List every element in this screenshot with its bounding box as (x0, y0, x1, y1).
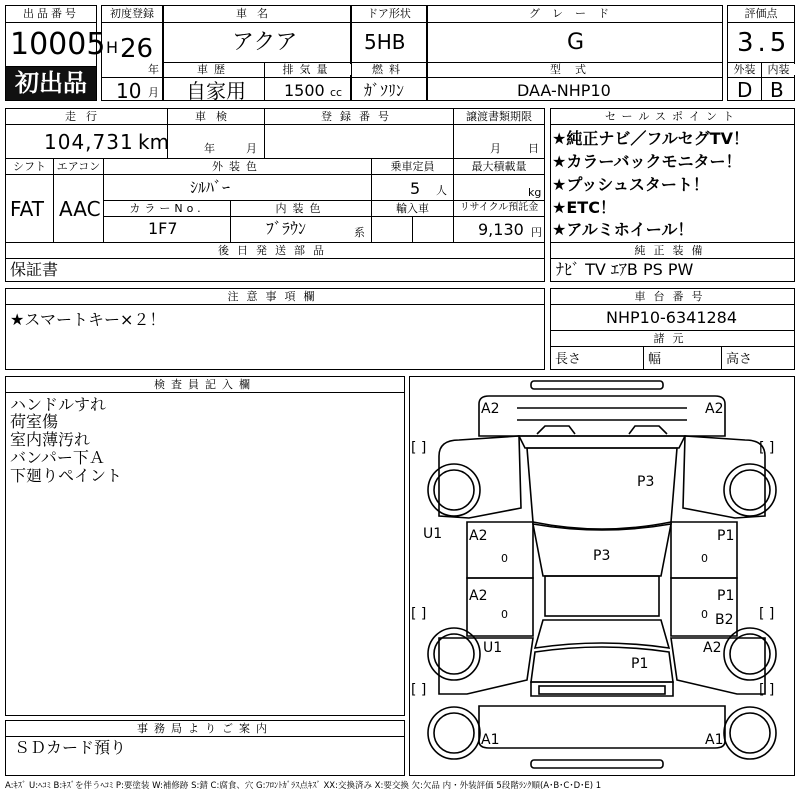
damage-mark: P1 (717, 528, 735, 544)
damage-mark: A1 (705, 732, 724, 748)
equipment: ﾅﾋﾞ TV ｴｱB PS PW (556, 260, 694, 279)
width-label: 幅 (648, 352, 662, 367)
inspector-line: 荷室傷 (10, 412, 59, 431)
sales-point-item: ★ETC！ (552, 198, 616, 217)
reg-month: 10 (116, 79, 142, 103)
int-color: ﾌﾞﾗｳﾝ (266, 219, 307, 238)
office-label: 事務局よりご案内 (6, 723, 404, 734)
mileage-label: 走行 (6, 111, 166, 122)
max-load-unit: kg (528, 186, 542, 199)
exterior-label: 外装 (728, 64, 761, 75)
interior-label: 内装 (762, 64, 795, 75)
sales-points-label: セールスポイント (551, 111, 794, 122)
damage-mark: A2 (705, 401, 724, 417)
dims-label: 諸元 (551, 333, 794, 344)
displacement-label: 排気量 (265, 64, 351, 75)
history-label: 車歴 (164, 64, 264, 75)
recycle-unit: 円 (531, 226, 542, 239)
equipment-label: 純正装備 (551, 245, 794, 256)
damage-mark: U1 (423, 526, 443, 542)
color-no: 1F7 (148, 219, 178, 238)
notes: ★スマートキー×２！ (10, 310, 166, 329)
reg-number-label: 登録番号 (265, 111, 453, 122)
damage-mark: P1 (631, 656, 649, 672)
displacement-unit: cc (330, 86, 343, 99)
max-load-label: 最大積載量 (454, 161, 544, 172)
capacity-unit: 人 (436, 184, 447, 197)
transfer-deadline-label: 譲渡書類期限 (454, 111, 544, 122)
score: 3.5 (737, 28, 791, 58)
model-label: 型式 (428, 64, 722, 75)
capacity-label: 乗車定員 (372, 161, 453, 172)
left-bracket: [ ] (411, 682, 427, 698)
lot-number-label: 出品番号 (6, 8, 96, 19)
damage-mark: A2 (469, 588, 488, 604)
ac-label: エアコン (54, 161, 103, 172)
damage-mark: A2 (469, 528, 488, 544)
history: 自家用 (186, 79, 246, 103)
era: H (106, 38, 119, 57)
color-no-label: カラーNo. (104, 203, 230, 214)
damage-mark: B2 (715, 612, 734, 628)
recycle-label: リサイクル預託金 (454, 203, 544, 213)
ext-color: ｼﾙﾊﾞｰ (190, 178, 231, 197)
int-color-label: 内装色 (231, 203, 371, 214)
later-parts-label: 後日発送部品 (6, 245, 544, 256)
legend: A:ｷｽﾞ U:ﾍｺﾐ B:ｷｽﾞを伴うﾍｺﾐ P:要塗装 W:補修跡 S:錆 C:腐食、穴 G:ﾌﾛﾝﾄｶﾞﾗｽ点ｷｽﾞ XX:交換済み X:要交換 欠:欠品 内・外装評価 5段階ﾗﾝｸ順(A･B･C･D･E) 1 (5, 781, 602, 791)
lot-number: 10005 (10, 27, 106, 62)
ext-color-label: 外装色 (104, 161, 371, 172)
first-listing-badge: 初出品 (6, 67, 96, 100)
transfer-month-unit: 月 (490, 142, 501, 155)
door-type: 5HB (364, 30, 406, 54)
score-label: 評価点 (728, 8, 794, 19)
damage-mark: P3 (637, 474, 655, 490)
inspector-line: ハンドルすれ (10, 395, 107, 414)
office-note: ＳＤカード預り (14, 738, 127, 757)
transfer-day-unit: 日 (528, 142, 539, 155)
zero-marker: 0 (501, 552, 508, 565)
reg-year: 26 (120, 34, 154, 64)
damage-mark: U1 (483, 640, 503, 656)
air-conditioning: AAC (59, 197, 101, 221)
inspector-line: 室内薄汚れ (10, 430, 91, 449)
int-color-unit: 系 (354, 226, 365, 239)
fuel-label: 燃料 (352, 64, 426, 75)
left-bracket: [ ] (411, 440, 427, 456)
damage-mark: P1 (717, 588, 735, 604)
car-diagram (409, 376, 795, 776)
capacity: 5 (410, 179, 421, 198)
exterior-grade: D (737, 78, 753, 102)
mileage-unit: km (138, 130, 170, 154)
grade-label: グレード (428, 8, 722, 19)
interior-grade: B (770, 78, 784, 102)
model: DAA-NHP10 (517, 81, 611, 100)
sales-point-item: ★プッシュスタート！ (552, 175, 709, 194)
car-name: アクア (232, 30, 298, 55)
door-label: ドア形状 (352, 8, 426, 19)
inspector-line: 下廻りペイント (10, 466, 123, 485)
inspector-label: 検査員記入欄 (6, 379, 404, 390)
mileage: 104,731 (44, 130, 134, 154)
year-unit: 年 (148, 63, 159, 76)
damage-mark: A2 (703, 640, 722, 656)
notes-label: 注意事項欄 (6, 291, 544, 302)
length-label: 長さ (555, 352, 582, 367)
zero-marker: 0 (501, 608, 508, 621)
shift-label: シフト (6, 161, 53, 172)
inspector-box (5, 376, 405, 716)
height-label: 高さ (726, 352, 753, 367)
inspection-year-unit: 年 (204, 142, 215, 155)
later-parts: 保証書 (10, 260, 59, 279)
grade: G (567, 30, 585, 55)
zero-marker: 0 (701, 552, 708, 565)
displacement: 1500 (284, 81, 325, 100)
chassis-label: 車台番号 (551, 291, 794, 302)
month-unit: 月 (148, 86, 159, 99)
zero-marker: 0 (701, 608, 708, 621)
import-label: 輸入車 (372, 203, 453, 214)
chassis-number: NHP10-6341284 (606, 308, 738, 327)
recycle-fee: 9,130 (478, 220, 524, 239)
damage-mark: A1 (481, 732, 500, 748)
inspection-month-unit: 月 (246, 142, 257, 155)
sales-point-item: ★カラーバックモニター！ (552, 152, 742, 171)
sales-point-item: ★純正ナビ／フルセグTV！ (552, 129, 750, 148)
left-bracket: [ ] (411, 606, 427, 622)
right-bracket: [ ] (759, 440, 775, 456)
inspector-line: バンパー下Ａ (10, 448, 105, 467)
damage-mark: A2 (481, 401, 500, 417)
sales-point-item: ★アルミホイール！ (552, 220, 694, 239)
fuel: ｶﾞｿﾘﾝ (364, 81, 405, 100)
inspection-label: 車検 (168, 111, 264, 122)
shift: FAT (10, 197, 45, 221)
right-bracket: [ ] (759, 682, 775, 698)
car-name-label: 車名 (164, 8, 350, 19)
right-bracket: [ ] (759, 606, 775, 622)
damage-mark: P3 (593, 548, 611, 564)
first-registration-label: 初度登録 (102, 8, 162, 19)
